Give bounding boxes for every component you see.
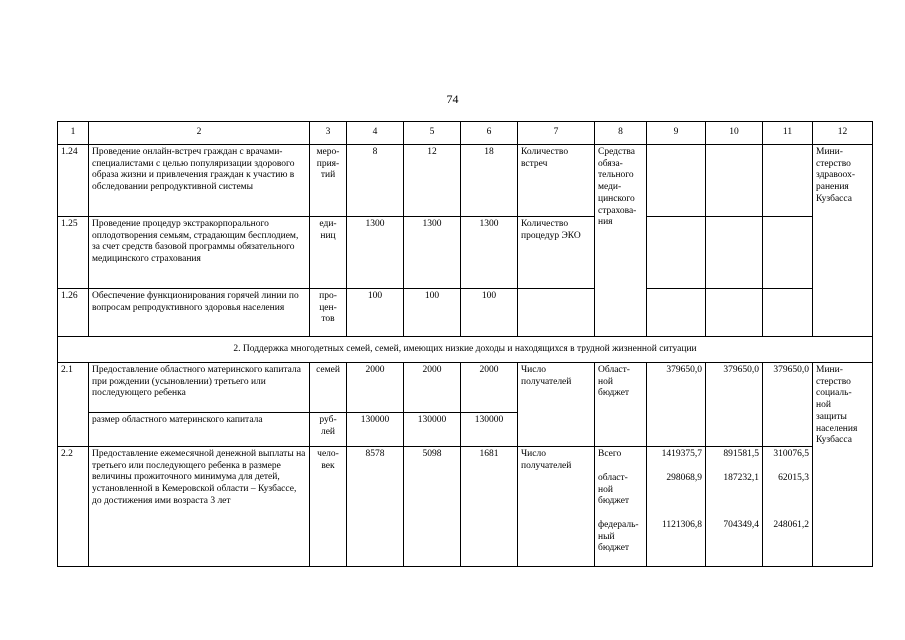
header-cell: 7	[518, 122, 595, 145]
value-col10	[706, 145, 763, 217]
header-cell: 10	[706, 122, 763, 145]
indicator: Количество встреч	[518, 145, 595, 217]
unit: семей	[310, 363, 347, 413]
row-number: 1.25	[58, 217, 89, 289]
value-col11	[763, 217, 813, 289]
unit: меро- прия- тий	[310, 145, 347, 217]
value-col6: 18	[461, 145, 518, 217]
federal-value: 248061,2	[773, 520, 809, 530]
header-cell: 3	[310, 122, 347, 145]
value-col9: 379650,0	[647, 363, 706, 447]
value-col9	[647, 145, 706, 217]
header-cell: 8	[595, 122, 647, 145]
value-col11	[763, 447, 813, 567]
unit: про- цен- тов	[310, 289, 347, 337]
value-col9	[647, 217, 706, 289]
value-col11: 379650,0	[763, 363, 813, 447]
value-col5: 130000	[404, 413, 461, 447]
table-row	[58, 363, 873, 413]
value-col10	[706, 447, 763, 567]
value-col4: 130000	[347, 413, 404, 447]
header-cell: 9	[647, 122, 706, 145]
unit: еди- ниц	[310, 217, 347, 289]
unit: чело- век	[310, 447, 347, 567]
measure-name: Проведение процедур экстракорпорального оплодотворения семьям, страдающим бесплодием, за счет средств базовой программы обязательного медицинского страхования	[89, 217, 310, 289]
measure-name: Обеспечение функционирования горячей линии по вопросам репродуктивного здоровья населения	[89, 289, 310, 337]
value-col5: 100	[404, 289, 461, 337]
row-number: 2.2	[58, 447, 89, 567]
indicator	[518, 289, 595, 337]
value-col5: 12	[404, 145, 461, 217]
total-value: 891581,5	[723, 449, 759, 459]
value-col6: 130000	[461, 413, 518, 447]
unit: руб- лей	[310, 413, 347, 447]
value-col5: 2000	[404, 363, 461, 413]
federal-value: 704349,4	[723, 520, 759, 530]
value-col4: 2000	[347, 363, 404, 413]
header-cell: 12	[813, 122, 873, 145]
value-col4: 1300	[347, 217, 404, 289]
regional-value: 62015,3	[778, 473, 809, 483]
section-heading: 2. Поддержка многодетных семей, семей, имеющих низкие доходы и находящихся в трудной жизненной ситуации	[58, 337, 873, 363]
indicator: Количество процедур ЭКО	[518, 217, 595, 289]
program-table	[57, 121, 873, 567]
header-cell: 5	[404, 122, 461, 145]
value-col4: 100	[347, 289, 404, 337]
value-col10	[706, 217, 763, 289]
value-col11	[763, 145, 813, 217]
table-row	[58, 217, 873, 289]
federal-value: 1121306,8	[661, 520, 702, 530]
executor: Мини- стерство здравоох- ранения Кузбасса	[813, 145, 873, 217]
header-cell: 2	[89, 122, 310, 145]
total-value: 310076,5	[773, 449, 809, 459]
value-col5: 1300	[404, 217, 461, 289]
value-col4: 8	[347, 145, 404, 217]
measure-name: Предоставление ежемесячной денежной выплаты на третьего или последующего ребенка в размере величины прожиточного минимума для детей, установленной в Кемеровской области – Кузбассе, до достижения ими возраста 3 лет	[89, 447, 310, 567]
value-col11	[763, 289, 813, 337]
regional-value: 298068,9	[666, 473, 702, 483]
value-col6: 2000	[461, 363, 518, 413]
row-number: 1.26	[58, 289, 89, 337]
source-federal: федераль- ный бюджет	[598, 520, 639, 554]
funding-source: Средства обяза- тельного меди- цинского страхова- ния	[595, 145, 647, 337]
header-cell: 1	[58, 122, 89, 145]
funding-source: Област- ной бюджет	[595, 363, 647, 447]
regional-value: 187232,1	[723, 473, 759, 483]
header-cell: 4	[347, 122, 404, 145]
value-col9	[647, 447, 706, 567]
value-col9	[647, 289, 706, 337]
funding-source	[595, 447, 647, 567]
value-col6: 1300	[461, 217, 518, 289]
measure-name: размер областного материнского капитала	[89, 413, 310, 447]
indicator: Число получателей	[518, 447, 595, 567]
table-row	[58, 447, 873, 567]
indicator: Число получателей	[518, 363, 595, 447]
value-col6: 100	[461, 289, 518, 337]
source-total: Всего	[598, 449, 622, 459]
value-col10: 379650,0	[706, 363, 763, 447]
header-cell: 11	[763, 122, 813, 145]
value-col5: 5098	[404, 447, 461, 567]
header-cell: 6	[461, 122, 518, 145]
total-value: 1419375,7	[661, 449, 702, 459]
executor-continued	[813, 289, 873, 337]
table-header-row	[58, 122, 873, 145]
measure-name: Проведение онлайн-встреч граждан с врачами-специалистами с целью популяризации здорового образа жизни и привлечения граждан к участию в обследовании репродуктивной системы	[89, 145, 310, 217]
executor-continued	[813, 217, 873, 289]
table-row	[58, 289, 873, 337]
value-col10	[706, 289, 763, 337]
page-number: 74	[446, 92, 459, 106]
table-row	[58, 145, 873, 217]
executor: Мини- стерство социаль- ной защиты населения Кузбасса	[813, 363, 873, 567]
value-col6: 1681	[461, 447, 518, 567]
row-number: 1.24	[58, 145, 89, 217]
source-regional: област- ной бюджет	[598, 473, 630, 507]
value-col4: 8578	[347, 447, 404, 567]
measure-name: Предоставление областного материнского капитала при рождении (усыновлении) третьего или последующего ребенка	[89, 363, 310, 413]
row-number: 2.1	[58, 363, 89, 447]
section-heading-row	[58, 337, 873, 363]
